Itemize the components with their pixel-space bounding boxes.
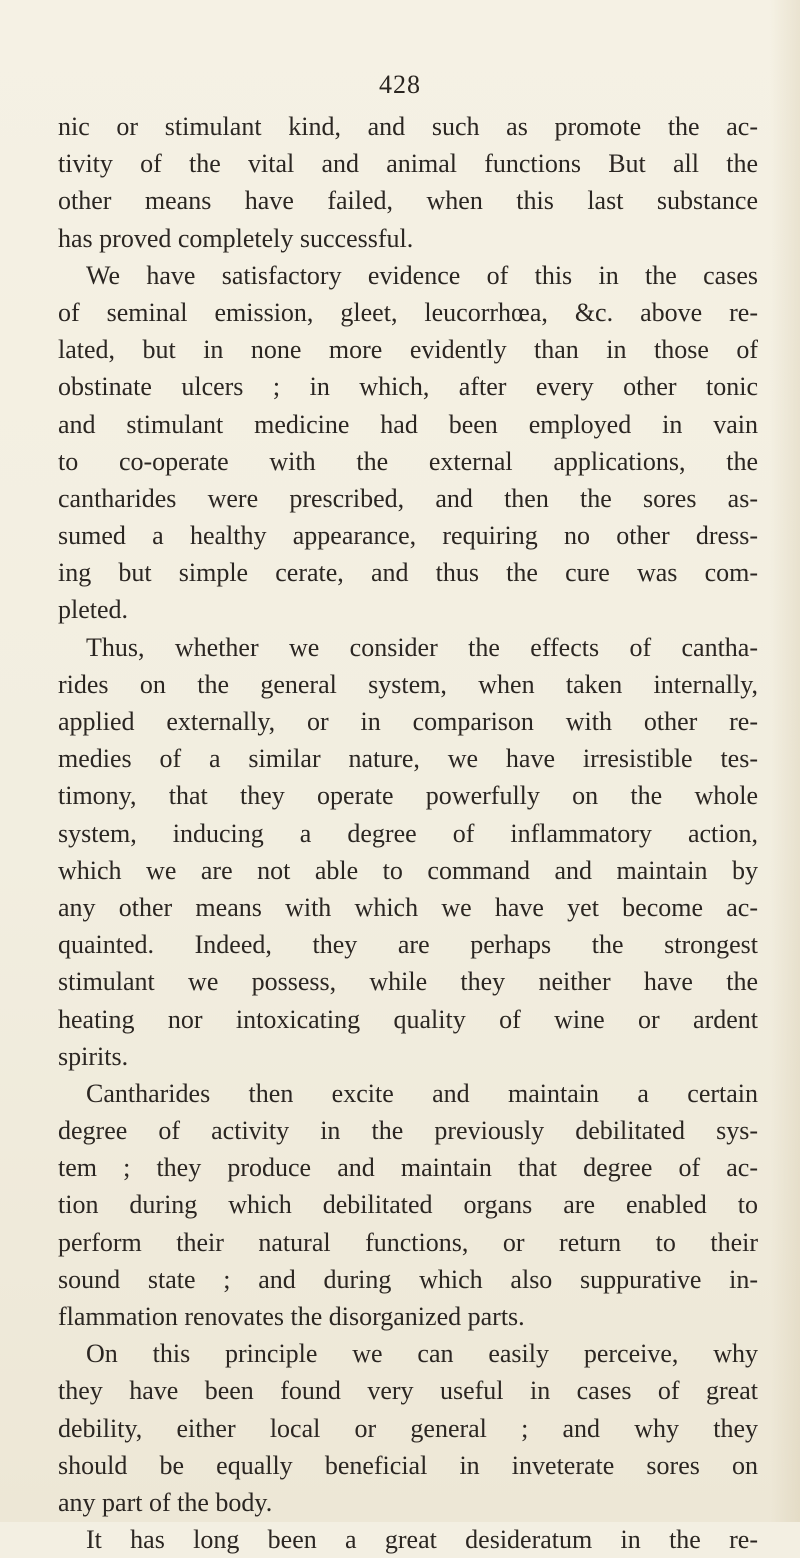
text-line: timony, that they operate powerfully on the whole: [58, 781, 758, 811]
text-line: tem ; they produce and maintain that degree of ac-: [58, 1153, 758, 1183]
text-line: heating nor intoxicating quality of wine or ardent: [58, 1004, 758, 1034]
text-line: has proved completely successful.: [58, 223, 414, 253]
text-line: pleted.: [58, 595, 129, 625]
text-line: obstinate ulcers ; in which, after every other tonic: [58, 372, 758, 402]
text-line: system, inducing a degree of inflammatory action,: [58, 818, 758, 848]
text-line: Thus, whether we consider the effects of cantha-: [86, 632, 758, 662]
text-line: any part of the body.: [58, 1487, 273, 1517]
text-line: It has long been a great desideratum in the re-: [86, 1525, 758, 1555]
text-line: medies of a similar nature, we have irresistible tes-: [58, 744, 758, 774]
text-line: which we are not able to command and maintain by: [58, 855, 758, 885]
text-line: should be equally beneficial in inveterate sores on: [58, 1450, 758, 1480]
text-line: to co-operate with the external applications, the: [58, 446, 758, 476]
text-line: any other means with which we have yet become ac-: [58, 892, 758, 922]
text-line: degree of activity in the previously debilitated sys-: [58, 1116, 758, 1146]
text-line: lated, but in none more evidently than in those of: [58, 335, 758, 365]
text-line: applied externally, or in comparison with other re-: [58, 707, 758, 736]
text-line: quainted. Indeed, they are perhaps the strongest: [58, 930, 758, 960]
page-number: 428: [379, 70, 421, 99]
text-line: We have satisfactory evidence of this in the cases: [86, 260, 758, 290]
text-line: flammation renovates the disorganized parts.: [58, 1302, 525, 1331]
page-edge-shadow: [770, 0, 800, 1522]
text-line: spirits.: [58, 1041, 129, 1071]
text-line: debility, either local or general ; and why they: [58, 1413, 758, 1443]
text-line: tivity of the vital and animal functions But all the: [58, 149, 758, 179]
text-line: On this principle we can easily perceive, why: [86, 1339, 758, 1369]
text-line: Cantharides then excite and maintain a certain: [86, 1078, 758, 1108]
body-text: [58, 108, 758, 1558]
text-line: other means have failed, when this last substance: [58, 186, 758, 216]
text-line: and stimulant medicine had been employed in vain: [58, 409, 758, 439]
text-line: sumed a healthy appearance, requiring no other dress-: [58, 521, 758, 551]
text-line: nic or stimulant kind, and such as promote the ac-: [58, 112, 758, 141]
text-line: ing but simple cerate, and thus the cure was com-: [58, 558, 758, 588]
text-line: tion during which debilitated organs are enabled to: [58, 1190, 758, 1220]
text-line: of seminal emission, gleet, leucorrhœa, &c. above re-: [58, 297, 758, 327]
text-line: stimulant we possess, while they neither have the: [58, 967, 758, 997]
text-line: cantharides were prescribed, and then the sores as-: [58, 483, 758, 513]
text-line: they have been found very useful in cases of great: [58, 1376, 758, 1406]
text-line: perform their natural functions, or return to their: [58, 1227, 758, 1257]
text-line: rides on the general system, when taken internally,: [58, 669, 758, 699]
text-line: sound state ; and during which also suppurative in-: [58, 1264, 758, 1294]
